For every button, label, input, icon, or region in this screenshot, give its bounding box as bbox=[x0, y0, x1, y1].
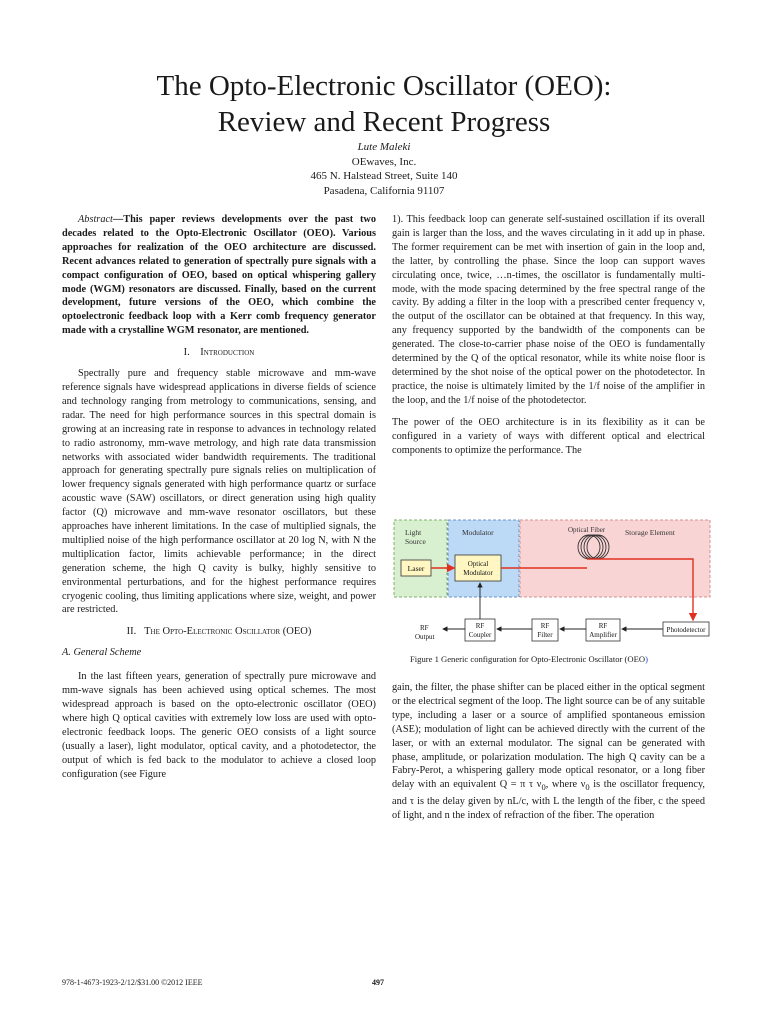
optical-modulator-box bbox=[455, 555, 501, 581]
rf-filter-label-2: Filter bbox=[537, 631, 553, 639]
para3-part-b: , where ν bbox=[545, 779, 586, 791]
section-2-heading bbox=[62, 625, 376, 639]
rf-amplifier-label-2: Amplifier bbox=[589, 631, 617, 639]
zone-modulator-label: Modulator bbox=[462, 528, 494, 537]
para3-sub-1: 0 bbox=[541, 782, 546, 793]
left-column bbox=[62, 213, 376, 781]
figure-caption-text: Figure 1 Generic configuration for Opto-Electronic Oscillator (OEO bbox=[410, 654, 646, 664]
figure-caption-paren: ) bbox=[645, 654, 648, 664]
section-2-suffix: (OEO) bbox=[282, 626, 312, 638]
rf-coupler-label-1: RF bbox=[475, 622, 485, 630]
author-address-2: Pasadena, California 91107 bbox=[323, 184, 445, 197]
rf-amplifier-label-1: RF bbox=[598, 622, 608, 630]
title-line-2: Review and Recent Progress bbox=[217, 106, 551, 138]
para3-sub-2: 0 bbox=[585, 782, 590, 793]
paper-title bbox=[0, 68, 768, 140]
storage-element-label: Storage Element bbox=[625, 528, 675, 537]
author-address-1: 465 N. Halstead Street, Suite 140 bbox=[310, 170, 458, 182]
abstract-label: Abstract bbox=[78, 214, 113, 225]
zone-light-source-label-2: Source bbox=[405, 537, 426, 546]
zone-light-source-label-1: Light bbox=[405, 528, 422, 537]
para3-part-a: gain, the filter, the phase shifter can be placed either in the optical segment or the electrical segment of the loop. The light source can be of any suitable type, including a laser or a source of amplified spontaneous emission (ASE); modulation of light can be achieved directly with the current of the laser, or with an external modulator. The signal can be generated with phase, amplitude, or polarization modulation. The high Q cavity can be a Fabry-Perot, a whispering gallery mode optical resonator, or a long fiber delay with an equivalent Q = π τ ν bbox=[392, 682, 705, 791]
section-2-number: II. bbox=[126, 626, 137, 638]
title-line-1: The Opto-Electronic Oscillator (OEO): bbox=[156, 70, 612, 102]
abstract-dash: — bbox=[112, 214, 124, 225]
intro-paragraph: Spectrally pure and frequency stable microwave and mm-wave reference signals have widespread applications in diverse fields of science and technology ranging from metrology to communications, sensing, and radar. The need for high performance sources in this spectral domain is growing at an increasing rate in response to advances in technology related to radio astronomy, mm-wave metrology, and high rate data transmission networks with associated wider bandwidth requirements. The traditional approach for generating spectrally pure signals relies on multiplication of lower frequency signals generated with high performance quartz or surface acoustic wave (SAW) oscillators, or direct generation using high quality factor (Q) microwave and mm-wave resonator oscillators, but these approaches have inherent limitations. In the case of multiplied signals, the multiplied noise of the high performance oscillator at 20 log N, with N the multiplication factor, limits achievable performance; in the direct generation scheme, the high Q cavity is bulky, highly sensitive to environmental perturbations, and for the highest performance requires cryogenic cooling, thus limiting applications where size, weight, and power are restricted. bbox=[62, 368, 376, 616]
right-column-bottom bbox=[392, 681, 705, 823]
rf-output-label-2: Output bbox=[415, 633, 435, 641]
author-name: Lute Maleki bbox=[357, 141, 411, 153]
para3-part-c: is the oscillator frequency, and τ is the delay given by nL/c, with L the length of the fiber, c the speed of light, and n the index of refraction of the fiber. The operation bbox=[392, 779, 705, 822]
subsection-a-heading: A. General Scheme bbox=[62, 647, 142, 659]
rf-output-label-1: RF bbox=[420, 624, 429, 632]
rf-filter-label-1: RF bbox=[540, 622, 550, 630]
laser-label: Laser bbox=[407, 564, 425, 573]
author-org: OEwaves, Inc. bbox=[351, 155, 417, 168]
right-paragraph-3 bbox=[392, 681, 705, 823]
oeo-diagram bbox=[393, 519, 711, 649]
rf-coupler-label-2: Coupler bbox=[468, 631, 492, 639]
footer-copyright: 978-1-4673-1923-2/12/$31.00 ©2012 IEEE bbox=[62, 978, 203, 987]
optical-modulator-label-2: Modulator bbox=[463, 569, 493, 577]
right-column-top bbox=[392, 213, 705, 457]
abstract bbox=[62, 213, 376, 338]
general-scheme-paragraph: In the last fifteen years, generation of spectrally pure microwave and mm-wave signals has been achieved using optical schemes. The most widespread approach is based on the opto-electronic oscillator (OEO) where high Q optical cavities with extremely low loss are used with opto-electronic feedback loops. The generic OEO consists of a light source (usually a laser), light modulator, optical cavity, and a photodetector, the output of which is fed back to the modulator to achieve a closed loop configuration (see Figure bbox=[62, 671, 376, 780]
section-1-heading bbox=[62, 346, 376, 360]
abstract-text: This paper reviews developments over the past two decades related to the Opto-Electronic Oscillator (OEO). Various approaches for realization of the OEO architecture are discussed. Recent advances related to generation of spectrally pure signals with a compact configuration of OEO, based on optical whispering gallery mode (WGM) resonators are discussed. Finally, based on the current development, future versions of the OEO, which combine the optoelectronic feedback loop with a Kerr comb frequency generator made with a crystalline WGM resonator, are mentioned. bbox=[62, 214, 376, 337]
author-block bbox=[0, 140, 768, 198]
optical-fiber-label: Optical Fiber bbox=[568, 526, 606, 534]
right-paragraph-2: The power of the OEO architecture is in its flexibility as it can be configured in a variety of ways with different optical and electrical components to optimize the performance. The bbox=[392, 416, 705, 456]
footer-page-number: 497 bbox=[372, 978, 384, 987]
section-2-title: The Opto-Electronic Oscillator bbox=[144, 626, 281, 638]
section-1-number: I. bbox=[183, 347, 190, 359]
right-paragraph-1: 1). This feedback loop can generate self-sustained oscillation if its overall gain is larger than the loss, and the waves circulating in it add up in phase. The former requirement can be met with insertion of gain in the loop and, the latter, by controlling the phase. Since the loop can support waves circulating once, twice, …n-times, the oscillator is fundamentally multi-mode, with the mode spacing determined by the free spectral range of the cavity. By adding a filter in the loop with a prescribed center frequency ν, the output of the oscillator can be obtained at that frequency. In this way, any frequency supported by the bandwidth of the components can be generated. The close-to-carrier phase noise of the OEO is fundamentally determined by the Q of the optical resonator, while its white noise floor is determined by the shot noise of the optical power on the photodetector. In practice, the noise is ultimately limited by the 1/f noise of the amplifier in the loop, and the 1/f noise of the photodetector. bbox=[392, 214, 705, 406]
figure-caption bbox=[410, 654, 648, 664]
section-1-title: Introduction bbox=[200, 347, 255, 359]
optical-modulator-label-1: Optical bbox=[467, 560, 489, 568]
photodetector-label: Photodetector bbox=[666, 626, 706, 634]
